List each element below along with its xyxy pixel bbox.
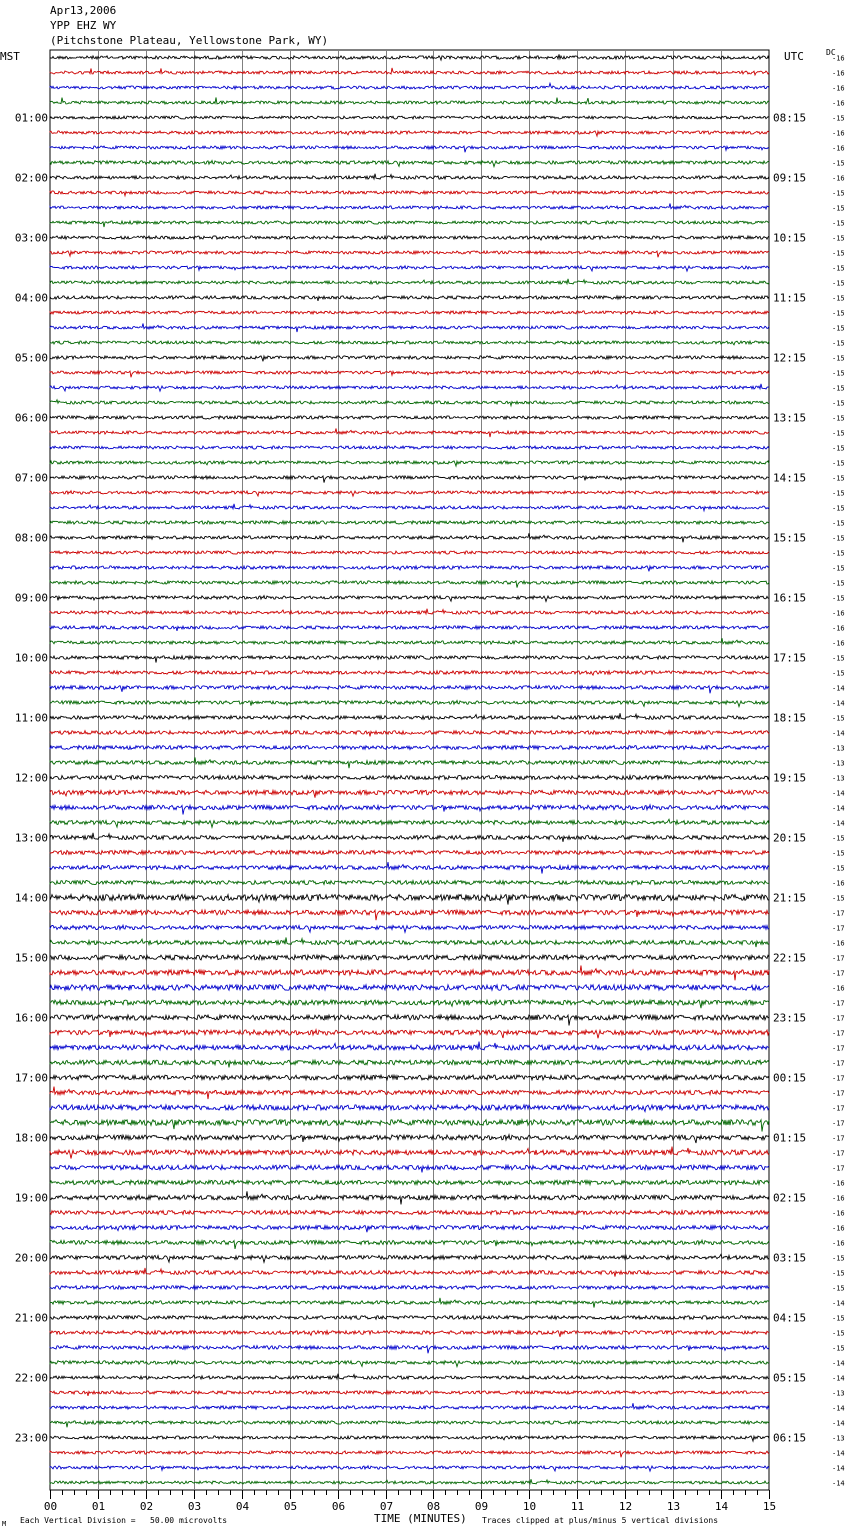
mst-hour-label: 03:00 — [14, 231, 48, 245]
x-tick-label: 13 — [666, 1500, 681, 1513]
seismic-trace — [50, 266, 769, 271]
seismic-trace — [50, 1000, 769, 1008]
x-tick-label: 00 — [43, 1500, 58, 1513]
dc-offset-label: -15 — [832, 114, 845, 123]
seismic-trace — [50, 461, 769, 466]
dc-offset-label: -17 — [832, 1044, 845, 1053]
seismic-trace — [50, 731, 769, 737]
seismic-trace — [50, 476, 769, 483]
dc-offset-label: -15 — [832, 204, 845, 213]
clipping-note: Traces clipped at plus/minus 5 vertical divisions — [482, 1516, 719, 1525]
dc-offset-label: -14 — [832, 804, 845, 813]
dc-offset-label: -16 — [832, 609, 845, 618]
dc-offset-label: -15 — [832, 534, 845, 543]
utc-hour-label: 00:15 — [773, 1071, 807, 1085]
seismic-trace — [50, 1286, 769, 1290]
seismic-trace — [50, 384, 769, 391]
dc-offset-label: -16 — [832, 84, 845, 93]
dc-offset-label: -13 — [832, 744, 845, 753]
seismic-trace — [50, 1331, 769, 1337]
x-tick-label: 11 — [570, 1500, 585, 1513]
seismic-trace — [50, 955, 769, 960]
dc-offset-label: -15 — [832, 249, 845, 258]
seismic-trace — [50, 1346, 769, 1354]
dc-offset-label: -15 — [832, 714, 845, 723]
dc-offset-label: -17 — [832, 1089, 845, 1098]
dc-offset-label: -16 — [832, 879, 845, 888]
dc-offset-label: -15 — [832, 1254, 845, 1263]
utc-hour-label: 20:15 — [773, 831, 807, 845]
seismic-trace — [50, 1165, 769, 1172]
utc-hour-label: 13:15 — [773, 411, 807, 425]
dc-offset-label: -13 — [832, 774, 845, 783]
mst-hour-label: 19:00 — [14, 1191, 48, 1205]
utc-hour-label: 08:15 — [773, 111, 807, 125]
dc-offset-label: -17 — [832, 969, 845, 978]
dc-offset-header: DC — [826, 48, 836, 57]
dc-offset-label: -15 — [832, 264, 845, 273]
mst-hour-label: 02:00 — [14, 171, 48, 185]
seismic-trace — [50, 1226, 769, 1233]
dc-offset-label: -15 — [832, 279, 845, 288]
seismic-trace — [50, 68, 769, 75]
mst-hour-label: 16:00 — [14, 1011, 48, 1025]
seismic-trace — [50, 862, 769, 873]
seismic-trace — [50, 146, 769, 152]
dc-offset-label: -15 — [832, 189, 845, 198]
dc-offset-label: -15 — [832, 669, 845, 678]
seismic-trace — [50, 1087, 769, 1100]
dc-offset-label: -16 — [832, 1209, 845, 1218]
seismic-trace — [50, 279, 769, 284]
x-tick-label: 15 — [762, 1500, 777, 1513]
dc-offset-label: -17 — [832, 1059, 845, 1068]
seismic-trace — [50, 341, 769, 345]
dc-offset-label: -17 — [832, 1149, 845, 1158]
dc-offset-label: -15 — [832, 459, 845, 468]
seismic-trace — [50, 446, 769, 449]
seismic-trace — [50, 1105, 769, 1112]
chart-title-station: YPP EHZ WY — [50, 19, 117, 32]
dc-offset-label: -15 — [832, 579, 845, 588]
seismic-trace — [50, 1180, 769, 1184]
utc-hour-label: 16:15 — [773, 591, 807, 605]
mst-hour-label: 18:00 — [14, 1131, 48, 1145]
dc-offset-label: -15 — [832, 864, 845, 873]
seismic-trace — [50, 551, 769, 554]
seismic-trace — [50, 686, 769, 694]
dc-offset-label: -16 — [832, 99, 845, 108]
utc-hour-label: 11:15 — [773, 291, 807, 305]
seismic-trace — [50, 851, 769, 855]
dc-offset-label: -15 — [832, 549, 845, 558]
seismic-trace — [50, 1391, 769, 1396]
mst-hour-label: 07:00 — [14, 471, 48, 485]
utc-hour-label: 21:15 — [773, 891, 807, 905]
seismic-trace — [50, 191, 769, 196]
seismic-trace — [50, 1211, 769, 1215]
dc-offset-label: -16 — [832, 1224, 845, 1233]
seismic-trace — [50, 881, 769, 885]
trace-group — [50, 54, 769, 1484]
seismic-trace — [50, 833, 769, 842]
vertical-division-note: Each Vertical Division = 50.00 microvolts — [20, 1516, 228, 1525]
seismic-trace — [50, 1451, 769, 1457]
utc-hour-label: 15:15 — [773, 531, 807, 545]
dc-offset-label: -15 — [832, 1314, 845, 1323]
mst-hour-label: 06:00 — [14, 411, 48, 425]
dc-offset-label: -15 — [832, 474, 845, 483]
dc-offset-label: -15 — [832, 1269, 845, 1278]
dc-offset-label: -15 — [832, 234, 845, 243]
seismic-trace — [50, 1268, 769, 1277]
seismic-trace — [50, 757, 769, 768]
dc-offset-label: -14 — [832, 1449, 845, 1458]
dc-offset-label: -15 — [832, 354, 845, 363]
dc-offset-label: -17 — [832, 1134, 845, 1143]
seismic-trace — [50, 221, 769, 227]
x-tick-label: 06 — [331, 1500, 346, 1513]
dc-offset-label: -17 — [832, 1014, 845, 1023]
seismic-trace — [50, 656, 769, 663]
utc-hour-label: 06:15 — [773, 1431, 807, 1445]
dc-offset-label: -14 — [832, 1419, 845, 1428]
dc-offset-label: -15 — [832, 594, 845, 603]
mst-hour-label: 01:00 — [14, 111, 48, 125]
seismic-trace — [50, 161, 769, 167]
seismic-trace — [50, 1403, 769, 1409]
dc-offset-label: -15 — [832, 399, 845, 408]
x-axis-ticks — [44, 1490, 776, 1513]
dc-offset-label: -14 — [832, 1299, 845, 1308]
utc-hour-label: 03:15 — [773, 1251, 807, 1265]
dc-offset-label: -16 — [832, 624, 845, 633]
seismic-trace — [50, 638, 769, 644]
dc-offset-label: -15 — [832, 1329, 845, 1338]
dc-offset-label: -15 — [832, 294, 845, 303]
dc-offset-label: -15 — [832, 414, 845, 423]
dc-offset-label: -15 — [832, 369, 845, 378]
seismic-trace — [50, 1120, 769, 1132]
dc-offset-label: -15 — [832, 519, 845, 528]
dc-offset-label: -15 — [832, 429, 845, 438]
dc-offset-label: -17 — [832, 1074, 845, 1083]
chart-subtitle-location: (Pitchstone Plateau, Yellowstone Park, WY) — [50, 34, 329, 47]
seismic-trace — [50, 116, 769, 119]
mst-hour-label: 23:00 — [14, 1431, 48, 1445]
mst-hour-label: 09:00 — [14, 591, 48, 605]
mst-hour-label: 20:00 — [14, 1251, 48, 1265]
seismic-trace — [50, 671, 769, 675]
dc-offset-label: -15 — [832, 1284, 845, 1293]
seismic-trace — [50, 626, 769, 631]
seismic-trace — [50, 311, 769, 314]
seismic-trace — [50, 83, 769, 89]
dc-offset-label: -14 — [832, 684, 845, 693]
seismic-trace — [50, 596, 769, 602]
seismic-trace — [50, 910, 769, 920]
seismic-trace — [50, 609, 769, 614]
dc-offset-label: -17 — [832, 1119, 845, 1128]
dc-offset-label: -14 — [832, 1479, 845, 1488]
seismic-trace — [50, 491, 769, 496]
seismic-trace — [50, 985, 769, 991]
dc-offset-label: -14 — [832, 1404, 845, 1413]
mst-hour-label: 12:00 — [14, 771, 48, 785]
mst-hour-label: 22:00 — [14, 1371, 48, 1385]
seismic-trace — [50, 1479, 769, 1484]
dc-offset-label: -15 — [832, 159, 845, 168]
seismic-trace — [50, 746, 769, 750]
utc-hour-label: 02:15 — [773, 1191, 807, 1205]
seismic-trace — [50, 1254, 769, 1262]
dc-offset-label: -16 — [832, 69, 845, 78]
mst-hour-label: 17:00 — [14, 1071, 48, 1085]
seismic-trace — [50, 98, 769, 105]
dc-offset-label: -16 — [832, 129, 845, 138]
seismic-trace — [50, 819, 769, 827]
seismic-trace — [50, 324, 769, 333]
seismic-trace — [50, 1191, 769, 1204]
seismic-trace — [50, 54, 769, 60]
dc-offset-label: -15 — [832, 1344, 845, 1353]
utc-hour-label: 05:15 — [773, 1371, 807, 1385]
seismic-trace — [50, 1374, 769, 1379]
mst-hour-label: 13:00 — [14, 831, 48, 845]
dc-offset-label: -15 — [832, 489, 845, 498]
seismic-trace — [50, 1135, 769, 1143]
dc-offset-label: -15 — [832, 564, 845, 573]
seismic-trace — [50, 504, 769, 511]
seismic-trace — [50, 371, 769, 378]
seismic-trace — [50, 776, 769, 780]
seismic-trace — [50, 1436, 769, 1441]
seismic-trace — [50, 416, 769, 419]
seismic-trace — [50, 1042, 769, 1050]
seismic-trace — [50, 533, 769, 542]
dc-offset-label: -14 — [832, 699, 845, 708]
mst-hour-label: 08:00 — [14, 531, 48, 545]
footer-mark: M — [2, 1520, 7, 1528]
dc-offset-label: -16 — [832, 1194, 845, 1203]
chart-date: Apr13,2006 — [50, 4, 117, 17]
dc-offset-label: -15 — [832, 324, 845, 333]
dc-offset-label: -17 — [832, 1164, 845, 1173]
seismic-trace — [50, 805, 769, 815]
seismic-trace — [50, 1147, 769, 1159]
utc-hour-label: 10:15 — [773, 231, 807, 245]
dc-offset-label: -16 — [832, 939, 845, 948]
seismic-trace — [50, 1030, 769, 1039]
dc-offset-label: -15 — [832, 849, 845, 858]
x-tick-label: 08 — [426, 1500, 441, 1513]
seismic-trace — [50, 1060, 769, 1067]
utc-hour-label: 23:15 — [773, 1011, 807, 1025]
x-tick-label: 02 — [139, 1500, 154, 1513]
right-timezone-label: UTC — [784, 50, 804, 63]
dc-offset-label: -15 — [832, 834, 845, 843]
dc-offset-label: -14 — [832, 1374, 845, 1383]
seismic-trace — [50, 925, 769, 932]
utc-hour-label: 01:15 — [773, 1131, 807, 1145]
seismic-trace — [50, 400, 769, 406]
dc-offset-label: -16 — [832, 1179, 845, 1188]
dc-offset-label: -17 — [832, 954, 845, 963]
dc-offset-label: -14 — [832, 819, 845, 828]
utc-hour-label: 14:15 — [773, 471, 807, 485]
dc-offset-label: -15 — [832, 219, 845, 228]
seismic-trace — [50, 1466, 769, 1471]
seismic-trace — [50, 1421, 769, 1427]
dc-offset-label: -17 — [832, 1029, 845, 1038]
dc-offset-label: -15 — [832, 654, 845, 663]
dc-offset-label: -14 — [832, 729, 845, 738]
dc-offset-label: -16 — [832, 54, 845, 63]
dc-offset-label: -14 — [832, 1359, 845, 1368]
utc-hour-label: 04:15 — [773, 1311, 807, 1325]
x-tick-label: 04 — [235, 1500, 250, 1513]
utc-hour-label: 22:15 — [773, 951, 807, 965]
mst-hour-label: 11:00 — [14, 711, 48, 725]
dc-offset-label: -15 — [832, 504, 845, 513]
x-axis-title: TIME (MINUTES) — [374, 1512, 467, 1525]
dc-offset-label: -16 — [832, 174, 845, 183]
x-tick-label: 14 — [714, 1500, 729, 1513]
seismic-trace — [50, 521, 769, 524]
mst-hour-label: 14:00 — [14, 891, 48, 905]
seismic-trace — [50, 1075, 769, 1080]
seismic-trace — [50, 251, 769, 257]
utc-hour-label: 09:15 — [773, 171, 807, 185]
dc-offset-label: -16 — [832, 144, 845, 153]
dc-offset-label: -16 — [832, 639, 845, 648]
dc-offset-label: -14 — [832, 789, 845, 798]
seismic-trace — [50, 938, 769, 948]
left-timezone-label: MST — [0, 50, 20, 63]
mst-hour-label: 04:00 — [14, 291, 48, 305]
dc-offset-label: -16 — [832, 1239, 845, 1248]
seismic-trace — [50, 701, 769, 707]
seismic-trace — [50, 296, 769, 301]
x-tick-label: 07 — [379, 1500, 394, 1513]
x-tick-label: 09 — [474, 1500, 489, 1513]
seismic-trace — [50, 131, 769, 136]
seismic-trace — [50, 1316, 769, 1320]
seismic-trace — [50, 966, 769, 981]
x-tick-label: 10 — [522, 1500, 537, 1513]
seismic-trace — [50, 713, 769, 719]
dc-offset-label: -13 — [832, 1434, 845, 1443]
dc-offset-label: -15 — [832, 309, 845, 318]
mst-hour-label: 10:00 — [14, 651, 48, 665]
dc-offset-label: -13 — [832, 1389, 845, 1398]
dc-offset-label: -16 — [832, 984, 845, 993]
seismic-trace — [50, 1015, 769, 1026]
seismic-trace — [50, 1361, 769, 1367]
seismic-trace — [50, 174, 769, 179]
x-tick-label: 12 — [618, 1500, 633, 1513]
x-tick-label: 01 — [91, 1500, 106, 1513]
utc-hour-label: 17:15 — [773, 651, 807, 665]
dc-offset-label: -17 — [832, 909, 845, 918]
dc-offset-label: -15 — [832, 894, 845, 903]
dc-offset-label: -15 — [832, 444, 845, 453]
seismic-trace — [50, 236, 769, 240]
mst-hour-label: 15:00 — [14, 951, 48, 965]
seismic-trace — [50, 895, 769, 905]
seismic-trace — [50, 581, 769, 588]
dc-offset-label: -15 — [832, 339, 845, 348]
seismic-trace — [50, 429, 769, 438]
dc-offset-label: -14 — [832, 1464, 845, 1473]
seismic-trace — [50, 566, 769, 571]
dc-offset-label: -17 — [832, 1104, 845, 1113]
dc-offset-label: -17 — [832, 924, 845, 933]
seismic-trace — [50, 356, 769, 361]
utc-hour-label: 18:15 — [773, 711, 807, 725]
utc-hour-label: 19:15 — [773, 771, 807, 785]
mst-hour-label: 05:00 — [14, 351, 48, 365]
seismic-trace — [50, 204, 769, 210]
seismic-trace — [50, 1240, 769, 1249]
seismic-trace — [50, 1298, 769, 1308]
x-tick-label: 03 — [187, 1500, 202, 1513]
utc-hour-label: 12:15 — [773, 351, 807, 365]
x-tick-label: 05 — [283, 1500, 298, 1513]
dc-offset-label: -13 — [832, 759, 845, 768]
dc-offset-label: -17 — [832, 999, 845, 1008]
seismic-trace — [50, 790, 769, 797]
dc-offset-label: -15 — [832, 384, 845, 393]
mst-hour-label: 21:00 — [14, 1311, 48, 1325]
